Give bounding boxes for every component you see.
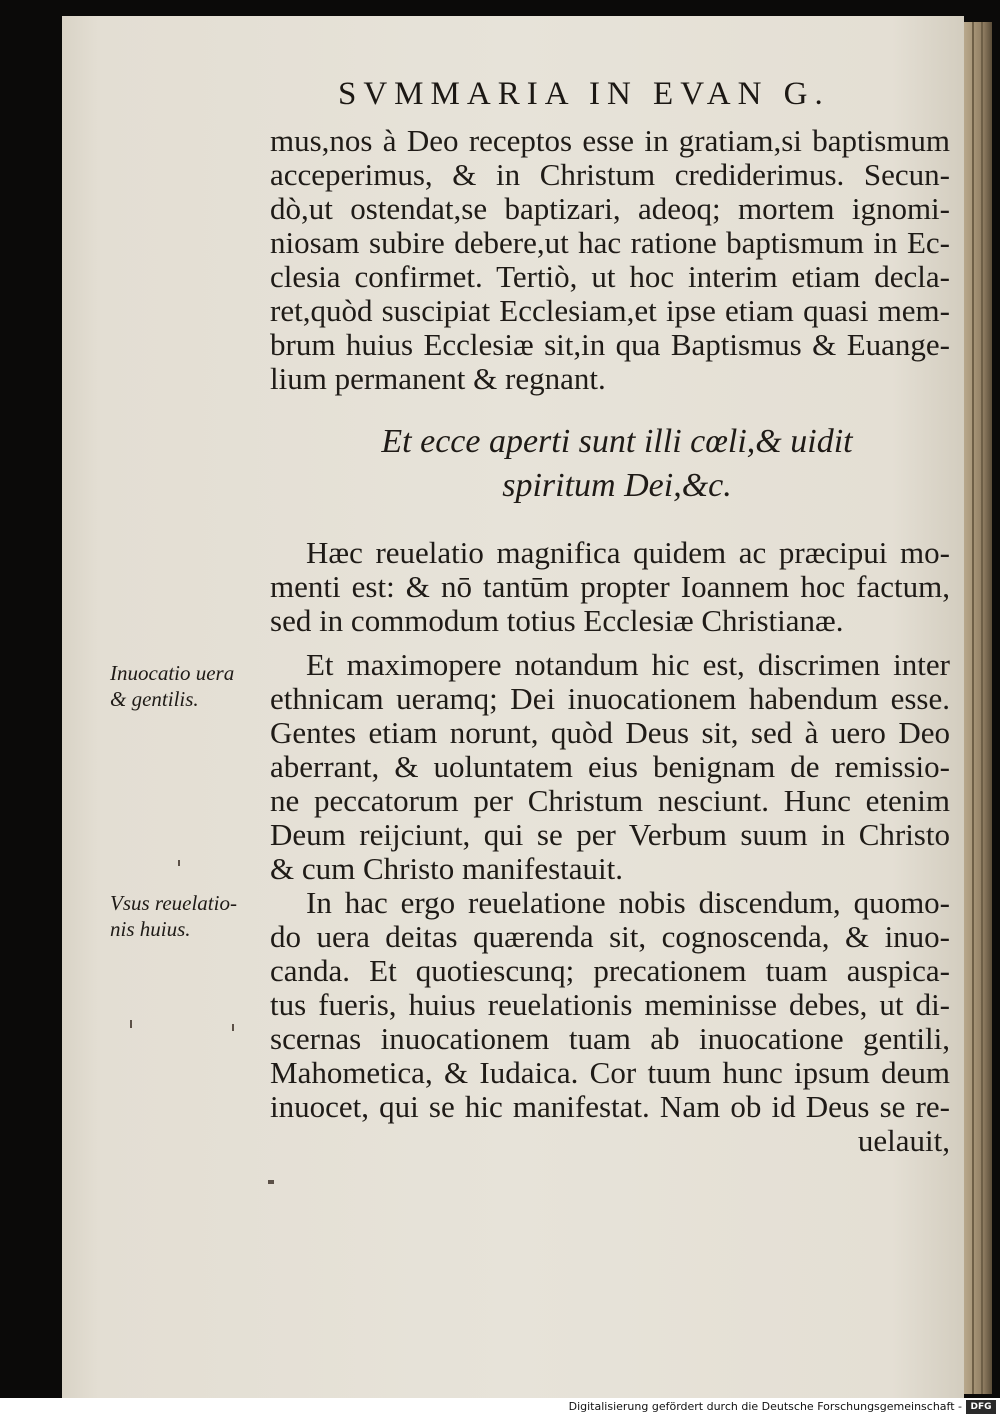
ink-speck xyxy=(130,1020,132,1028)
catchword: uelauit, xyxy=(857,1123,950,1158)
text-line: Mahometica, & Iudaica. Cor tuum hunc ipsum deum xyxy=(270,1055,950,1090)
heading-line: Et ecce aperti sunt illi cœli,& uidit xyxy=(381,423,853,460)
text-line: do uera deitas quærenda sit, cognoscenda, & inuo- xyxy=(270,919,950,954)
ink-speck xyxy=(232,1024,234,1031)
ink-speck xyxy=(178,860,180,866)
text-line: canda. Et quotiescunq; precationem tuam auspica- xyxy=(270,953,950,988)
section-heading xyxy=(272,420,962,508)
text-line: ne peccatorum per Christum nesciunt. Hunc etenim xyxy=(270,783,950,818)
paragraph-3 xyxy=(270,648,950,886)
text-line: In hac ergo reuelatione nobis discendum, quomo- xyxy=(306,885,950,920)
text-line: Deum reijciunt, qui se per Verbum suum in Christo xyxy=(270,817,950,852)
page-edge xyxy=(964,22,992,1394)
marginal-note-inuocatio xyxy=(110,660,234,712)
funding-credit: Digitalisierung gefördert durch die Deutsche Forschungsgemeinschaft - xyxy=(568,1400,962,1413)
text-line: scernas inuocationem tuam ab inuocatione gentili, xyxy=(270,1021,950,1056)
paragraph-1 xyxy=(270,124,950,396)
text-line: brum huius Ecclesiæ sit,in qua Baptismus & Euange- xyxy=(270,327,950,362)
text-line: acceperimus, & in Christum crediderimus. Secun- xyxy=(270,157,950,192)
text-line: niosam subire debere,ut hac ratione baptismum in Ec- xyxy=(270,225,950,260)
marginal-line: nis huius. xyxy=(110,917,191,941)
digitization-footer xyxy=(0,1398,1000,1418)
marginal-note-usus xyxy=(110,890,237,942)
paragraph-4 xyxy=(270,886,950,1158)
running-title: SVMMARIA IN EVAN G. xyxy=(338,76,830,112)
marginal-line: & gentilis. xyxy=(110,687,199,711)
dfg-logo: DFG xyxy=(966,1400,996,1414)
page-edge-line xyxy=(972,22,974,1394)
text-line: Gentes etiam norunt, quòd Deus sit, sed à uero Deo xyxy=(270,715,950,750)
paragraph-2 xyxy=(270,536,950,638)
text-line: aberrant, & uoluntatem eius benignam de remissio- xyxy=(270,749,950,784)
text-line: dò,ut ostendat,se baptizari, adeoq; mortem ignomi- xyxy=(270,191,950,226)
text-line: & cum Christo manifestauit. xyxy=(270,851,624,886)
text-line: menti est: & nō tantūm propter Ioannem hoc factum, xyxy=(270,569,950,604)
text-line: clesia confirmet. Tertiò, ut hoc interim etiam decla- xyxy=(270,259,950,294)
marginal-line: Inuocatio uera xyxy=(110,661,235,685)
page-edge-line xyxy=(981,22,983,1394)
text-line: lium permanent & regnant. xyxy=(270,361,606,396)
text-line: Et maximopere notandum hic est, discrimen inter xyxy=(306,647,950,682)
text-line: sed in commodum totius Ecclesiæ Christianæ. xyxy=(270,603,844,638)
text-line: ret,quòd suscipiat Ecclesiam,et ipse etiam quasi mem- xyxy=(270,293,950,328)
heading-line: spiritum Dei,&c. xyxy=(502,467,732,504)
text-line: ethnicam ueramq; Dei inuocationem habendum esse. xyxy=(270,681,950,716)
text-line: mus,nos à Deo receptos esse in gratiam,si baptismum xyxy=(270,123,950,158)
text-line: inuocet, qui se hic manifestat. Nam ob id Deus se re- xyxy=(270,1089,950,1124)
text-line: tus fueris, huius reuelationis meminisse debes, ut di- xyxy=(270,987,950,1022)
marginal-line: Vsus reuelatio- xyxy=(110,891,237,915)
ink-speck xyxy=(268,1180,274,1184)
text-line: Hæc reuelatio magnifica quidem ac præcipui mo- xyxy=(306,535,950,570)
